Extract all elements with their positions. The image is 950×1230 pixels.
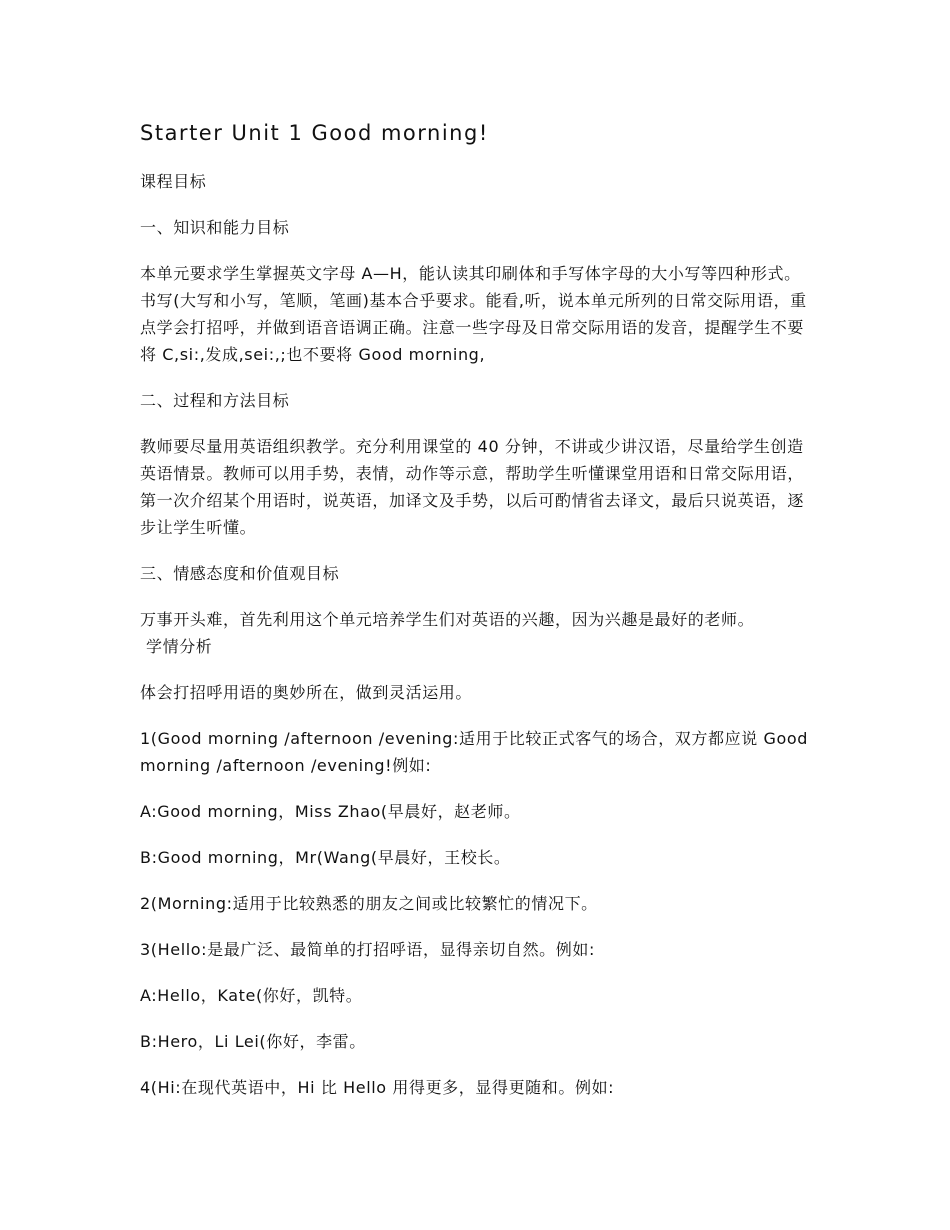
- paragraph-greeting-usage: 体会打招呼用语的奥妙所在，做到灵活运用。: [140, 683, 473, 702]
- section-heading-course-goals: 课程目标: [140, 172, 207, 191]
- paragraph-process-goals: 教师要尽量用英语组织教学。充分利用课堂的 40 分钟，不讲或少讲汉语，尽量给学生创造英语情景。教师可以用手势，表情，动作等示意，帮助学生听懂课堂用语和日常交际用语，第一次介绍某个用语时，说英语，加译文及手势，以后可酌情省去译文，最后只说英语，逐步让学生听懂。: [140, 437, 805, 537]
- dialogue-line-b2: B:Hero，Li Lei(你好，李雷。: [140, 1032, 366, 1051]
- dialogue-line-a1: A:Good morning，Miss Zhao(早晨好，赵老师。: [140, 802, 521, 821]
- dialogue-line-a2: A:Hello，Kate(你好，凯特。: [140, 986, 363, 1005]
- paragraph-point-1: 1(Good morning /afternoon /evening:适用于比较正式客气的场合，双方都应说 Good morning /afternoon /evening!例如:: [140, 729, 809, 775]
- section-heading-process-goals: 二、过程和方法目标: [140, 391, 290, 410]
- document-title: Starter Unit 1 Good morning!: [140, 121, 489, 145]
- paragraph-point-2: 2(Morning:适用于比较熟悉的朋友之间或比较繁忙的情况下。: [140, 894, 598, 913]
- section-heading-knowledge-goals: 一、知识和能力目标: [140, 218, 290, 237]
- dialogue-line-b1: B:Good morning，Mr(Wang(早晨好，王校长。: [140, 848, 511, 867]
- document-body: [140, 118, 815, 1101]
- paragraph-attitude-text: 万事开头难，首先利用这个单元培养学生们对英语的兴趣，因为兴趣是最好的老师。: [140, 610, 755, 629]
- section-heading-learning-analysis: 学情分析: [146, 637, 213, 656]
- paragraph-knowledge-goals: 本单元要求学生掌握英文字母 A—H，能认读其印刷体和手写体字母的大小写等四种形式。书写(大写和小写，笔顺，笔画)基本合乎要求。能看,听，说本单元所列的日常交际用语，重点学会打招呼，并做到语音语调正确。注意一些字母及日常交际用语的发音，提醒学生不要将 C,si:,发成,sei:,;也不要将 Good morning,: [140, 264, 807, 364]
- section-heading-attitude-goals: 三、情感态度和价值观目标: [140, 564, 340, 583]
- paragraph-point-3: 3(Hello:是最广泛、最简单的打招呼语，显得亲切自然。例如:: [140, 940, 595, 959]
- paragraph-point-4: 4(Hi:在现代英语中，Hi 比 Hello 用得更多，显得更随和。例如:: [140, 1078, 615, 1097]
- paragraph-attitude-goals: [140, 606, 815, 660]
